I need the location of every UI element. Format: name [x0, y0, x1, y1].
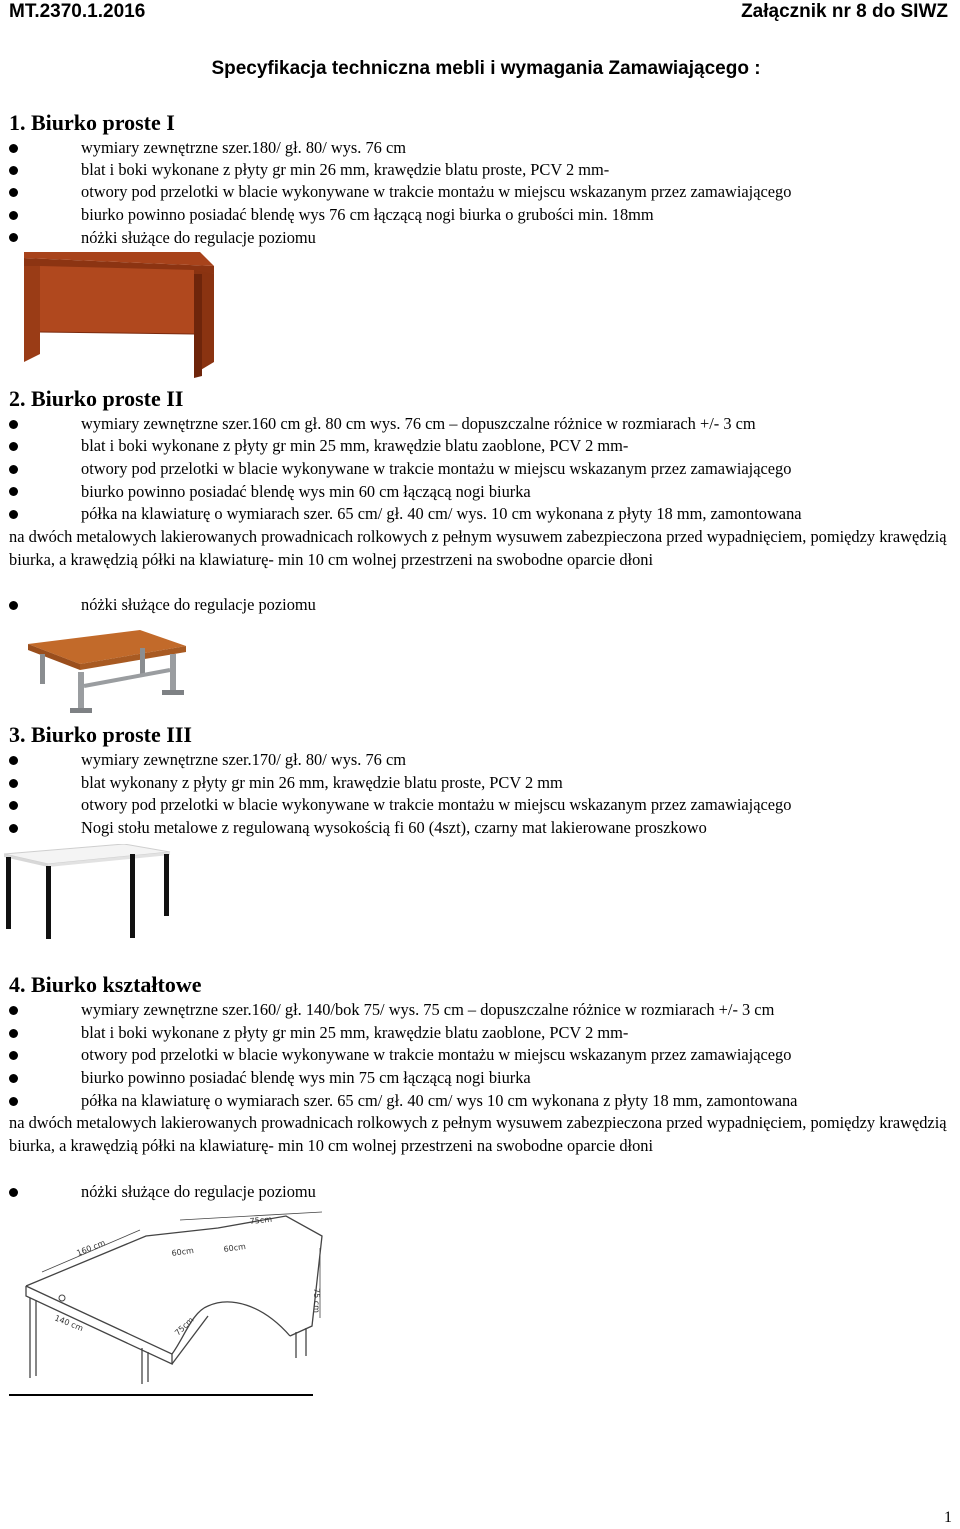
bullet [9, 211, 18, 220]
bullet [9, 1188, 18, 1197]
document-number: MT.2370.1.2016 [9, 1, 146, 22]
bullet [9, 1051, 18, 1060]
list-item: biurko powinno posiadać blendę wys min 60 cm łączącą nogi biurka [81, 482, 531, 501]
list-item: blat i boki wykonane z płyty gr min 25 mm, krawędzie blatu zaoblone, PCV 2 mm- [81, 436, 629, 455]
desk-straight-iii-image [4, 844, 172, 942]
dimension-label: 60cm [223, 1241, 247, 1254]
dimension-label: 140 cm [53, 1313, 85, 1334]
bullet [9, 510, 18, 519]
page-number: 1 [944, 1509, 952, 1526]
dimension-label: 75cm [173, 1315, 196, 1338]
list-item: Nogi stołu metalowe z regulowaną wysokością fi 60 (4szt), czarny mat lakierowane proszkowo [81, 818, 707, 837]
dimension-label: 160 cm [75, 1238, 107, 1258]
bullet [9, 779, 18, 788]
bullet [9, 1029, 18, 1038]
dimension-label: 60cm [171, 1245, 195, 1258]
dimension-label: 75 cm [312, 1288, 321, 1313]
bullet [9, 188, 18, 197]
bullet [9, 465, 18, 474]
list-item: otwory pod przelotki w blacie wykonywane w trakcie montażu w miejscu wskazanym przez zamawiającego [81, 1045, 792, 1064]
bullet [9, 1097, 18, 1106]
list-item: nóżki służące do regulacje poziomu [81, 228, 316, 247]
bullet [9, 442, 18, 451]
bullet [9, 756, 18, 765]
list-item: otwory pod przelotki w blacie wykonywane w trakcie montażu w miejscu wskazanym przez zamawiającego [81, 795, 792, 814]
list-item: wymiary zewnętrzne szer.170/ gł. 80/ wys. 76 cm [81, 750, 406, 769]
bullet [9, 601, 18, 610]
desk-straight-ii-image [20, 630, 188, 722]
list-item: blat wykonany z płyty gr min 26 mm, krawędzie blatu proste, PCV 2 mm [81, 773, 563, 792]
list-item: wymiary zewnętrzne szer.160 cm gł. 80 cm wys. 76 cm – dopuszczalne różnice w rozmiarach +/- 3 cm [81, 414, 756, 433]
separator-line [9, 1394, 313, 1396]
section-heading-1: 1. Biurko proste I [9, 110, 175, 135]
dimension-label: 75cm [249, 1214, 273, 1226]
bullet [9, 144, 18, 153]
list-item: nóżki służące do regulacje poziomu [81, 1182, 316, 1201]
section-heading-4: 4. Biurko kształtowe [9, 972, 202, 997]
list-item: wymiary zewnętrzne szer.160/ gł. 140/bok 75/ wys. 75 cm – dopuszczalne różnice w rozmiarach +/- 3 cm [81, 1000, 775, 1019]
desk-corner-sketch-image [22, 1208, 334, 1386]
list-item: nóżki służące do regulacje poziomu [81, 595, 316, 614]
list-item: blat i boki wykonane z płyty gr min 26 mm, krawędzie blatu proste, PCV 2 mm- [81, 160, 610, 179]
list-item: półka na klawiaturę o wymiarach szer. 65 cm/ gł. 40 cm/ wys. 10 cm wykonana z płyty 18 mm, zamontowana [81, 504, 802, 523]
list-item: otwory pod przelotki w blacie wykonywane w trakcie montażu w miejscu wskazanym przez zamawiającego [81, 459, 792, 478]
section-heading-3: 3. Biurko proste III [9, 722, 192, 747]
bullet [9, 233, 18, 242]
list-item: blat i boki wykonane z płyty gr min 25 mm, krawędzie blatu zaoblone, PCV 2 mm- [81, 1023, 629, 1042]
bullet [9, 1074, 18, 1083]
list-item: otwory pod przelotki w blacie wykonywane w trakcie montażu w miejscu wskazanym przez zamawiającego [81, 182, 792, 201]
bullet [9, 487, 18, 496]
section-heading-2: 2. Biurko proste II [9, 386, 184, 411]
paragraph-continuation: na dwóch metalowych lakierowanych prowadnicach rolkowych z pełnym wysuwem zabezpieczona przed wypadnięciem, pomiędzy krawędzią biurka, a krawędzią półki na klawiaturę- min 10 cm wolnej przestrzeni na swobodne oparcie dłoni [9, 1113, 947, 1155]
bullet [9, 420, 18, 429]
desk-straight-i-image [20, 252, 216, 378]
list-item: biurko powinno posiadać blendę wys min 75 cm łączącą nogi biurka [81, 1068, 531, 1087]
attachment-label: Załącznik nr 8 do SIWZ [741, 1, 948, 22]
list-item: biurko powinno posiadać blendę wys 76 cm łączącą nogi biurka o grubości min. 18mm [81, 205, 654, 224]
bullet [9, 801, 18, 810]
bullet [9, 824, 18, 833]
document-title: Specyfikacja techniczna mebli i wymagania Zamawiającego : [211, 58, 761, 79]
paragraph-continuation: na dwóch metalowych lakierowanych prowadnicach rolkowych z pełnym wysuwem zabezpieczona przed wypadnięciem, pomiędzy krawędzią biurka, a krawędzią półki na klawiaturę- min 10 cm wolnej przestrzeni na swobodne oparcie dłoni [9, 527, 947, 569]
list-item: wymiary zewnętrzne szer.180/ gł. 80/ wys. 76 cm [81, 138, 406, 157]
bullet [9, 166, 18, 175]
list-item: półka na klawiaturę o wymiarach szer. 65 cm/ gł. 40 cm/ wys 10 cm wykonana z płyty 18 mm, zamontowana [81, 1091, 798, 1110]
bullet [9, 1006, 18, 1015]
